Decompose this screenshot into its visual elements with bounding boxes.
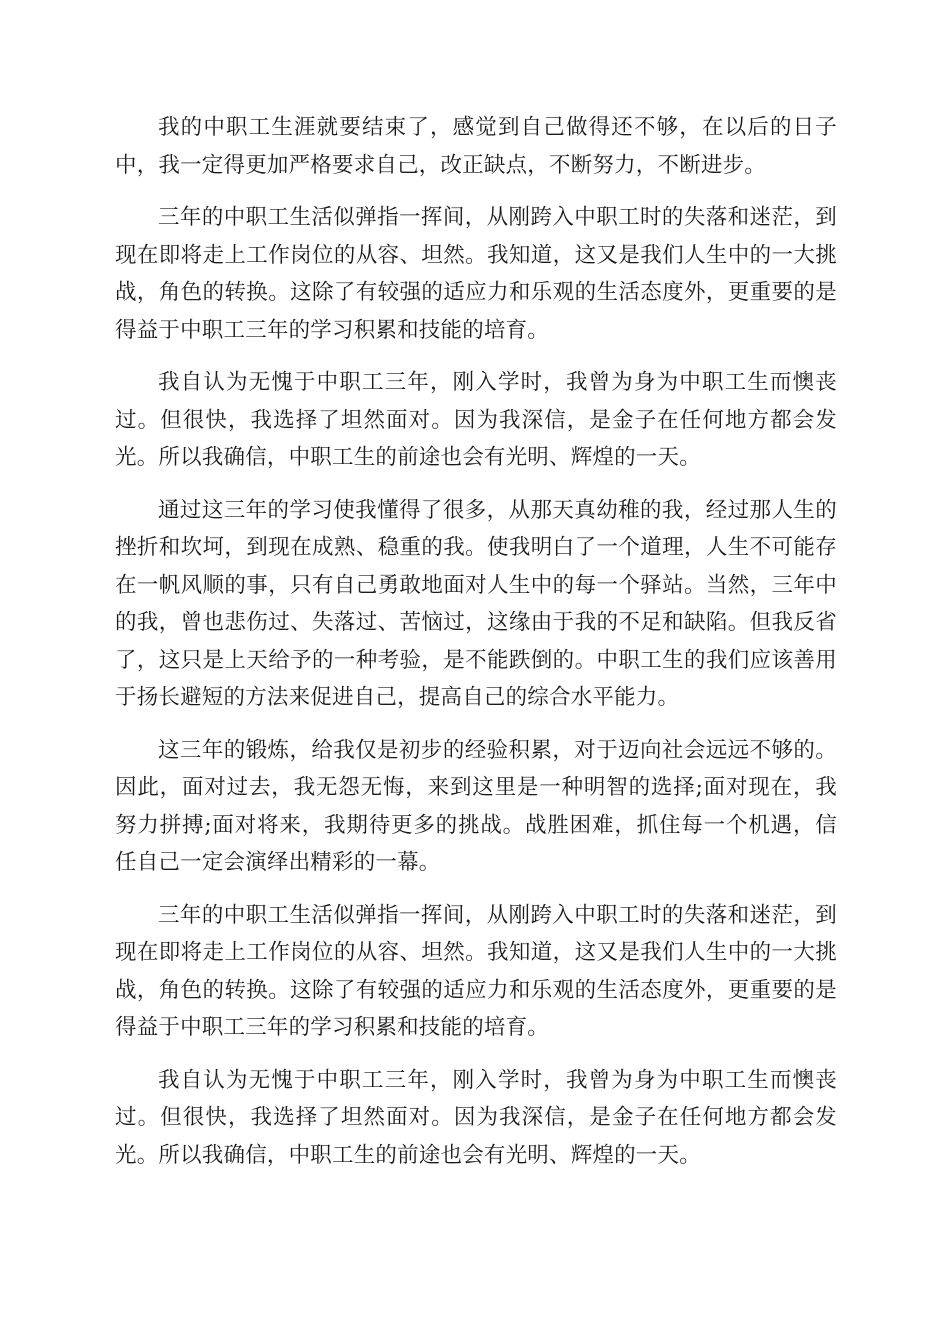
paragraph: 三年的中职工生活似弹指一挥间，从刚跨入中职工时的失落和迷茫，到现在即将走上工作岗位的从容、坦然。我知道，这又是我们人生中的一大挑战，角色的转换。这除了有较强的适应力和乐观的生活态度外，更重要的是得益于中职工三年的学习积累和技能的培育。 [115, 902, 837, 1040]
document-body [115, 109, 837, 1189]
paragraph: 我自认为无愧于中职工三年，刚入学时，我曾为身为中职工生而懊丧过。但很快，我选择了坦然面对。因为我深信，是金子在任何地方都会发光。所以我确信，中职工生的前途也会有光明、辉煌的一天。 [115, 1067, 837, 1168]
paragraph: 我自认为无愧于中职工三年，刚入学时，我曾为身为中职工生而懊丧过。但很快，我选择了坦然面对。因为我深信，是金子在任何地方都会发光。所以我确信，中职工生的前途也会有光明、辉煌的一天。 [115, 370, 837, 470]
paragraph: 通过这三年的学习使我懂得了很多，从那天真幼稚的我，经过那人生的挫折和坎坷，到现在成熟、稳重的我。使我明白了一个道理，人生不可能存在一帆风顺的事，只有自己勇敢地面对人生中的每一个驿站。当然，三年中的我，曾也悲伤过、失落过、苦恼过，这缘由于我的不足和缺陷。但我反省了，这只是上天给予的一种考验，是不能跌倒的。中职工生的我们应该善用于扬长避短的方法来促进自己，提高自己的综合水平能力。 [115, 497, 837, 710]
paragraph: 这三年的锻炼，给我仅是初步的经验积累，对于迈向社会远远不够的。因此，面对过去，我无怨无悔，来到这里是一种明智的选择;面对现在，我努力拼搏;面对将来，我期待更多的挑战。战胜困难，抓住每一个机遇，信任自己一定会演绎出精彩的一幕。 [115, 737, 837, 875]
paragraph: 我的中职工生涯就要结束了，感觉到自己做得还不够，在以后的日子中，我一定得更加严格要求自己，改正缺点，不断努力，不断进步。 [115, 115, 837, 178]
paragraph: 三年的中职工生活似弹指一挥间，从刚跨入中职工时的失落和迷茫，到现在即将走上工作岗位的从容、坦然。我知道，这又是我们人生中的一大挑战，角色的转换。这除了有较强的适应力和乐观的生活态度外，更重要的是得益于中职工三年的学习积累和技能的培育。 [115, 205, 837, 343]
